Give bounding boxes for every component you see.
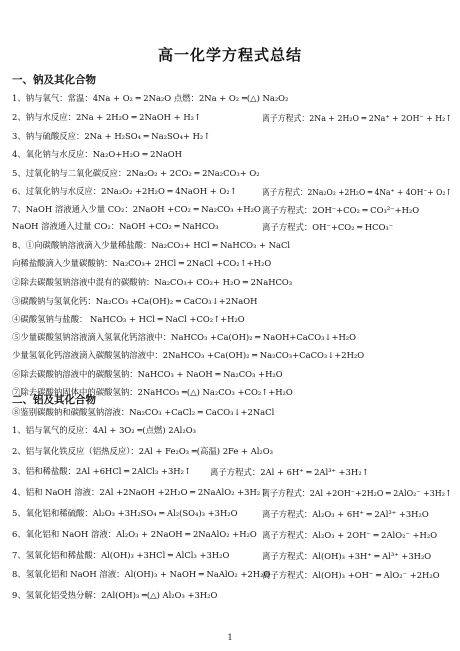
equation-line: 3、钠与硫酸反应：2Na + H₂SO₄ ═ Na₂SO₄+ H₂↑	[12, 131, 211, 141]
equation-line: 向稀盐酸滴入少量碳酸钠：Na₂CO₃+ 2HCl ═ 2NaCl +CO₂↑+H₂O	[12, 258, 272, 268]
ionic-equation: 离子方程式：2Al +2OH⁻+2H₂O ═ 2AlO₂⁻ +3H₂↑	[262, 488, 452, 498]
equation-line: ⑤少量碳酸氢钠溶液滴入氢氧化钙溶液中：NaHCO₃ +Ca(OH)₂ ═ NaOH+CaCO₃↓+H₂O	[12, 332, 356, 342]
ionic-equation: 离子方程式：2Na + 2H₂O ═ 2Na⁺ + 2OH⁻ + H₂↑	[262, 113, 452, 123]
equation-line: 5、氧化铝和稀硫酸：Al₂O₃ +3H₂SO₄ ═ Al₂(SO₄)₃ +3H₂O	[12, 508, 238, 518]
equation-line: 3、铝和稀盐酸：2Al +6HCl ═ 2AlCl₃ +3H₂↑	[12, 466, 191, 476]
equation-line: 8、氢氧化铝和 NaOH 溶液：Al(OH)₃ + NaOH ═ NaAlO₂ +2H₂O	[12, 569, 271, 579]
section-heading: 一、钠及其化合物	[12, 74, 96, 86]
equation-line: 4、铝和 NaOH 溶液：2Al +2NaOH +2H₂O ═ 2NaAlO₂ +3H₂↑	[12, 487, 268, 497]
equation-line: ⑧鉴别碳酸钠和碳酸氢钠溶液：Na₂CO₃ +CaCl₂ ═ CaCO₃↓+2NaCl	[12, 407, 275, 417]
ionic-equation: 离子方程式：Al₂O₃ + 6H⁺ ═ 2Al³⁺ +3H₂O	[262, 509, 429, 519]
page-number: 1	[227, 633, 233, 642]
ionic-equation: 离子方程式：2OH⁻+CO₂ ═ CO₃²⁻+H₂O	[262, 205, 420, 215]
ionic-equation: 离子方程式：Al₂O₃ + 2OH⁻ ═ 2AlO₂⁻ +H₂O	[262, 530, 438, 540]
equation-line: ④碳酸氢钠与盐酸： NaHCO₃ + HCl ═ NaCl +CO₂↑+H₂O	[12, 314, 245, 324]
section-heading: 二、铝及其化合物	[12, 394, 96, 406]
equation-line: 8、①向碳酸钠溶液滴入少量稀盐酸：Na₂CO₃+ HCl ═ NaHCO₃ + NaCl	[12, 240, 291, 250]
page-title: 高一化学方程式总结	[157, 46, 302, 64]
equation-line: NaOH 溶液通入过量 CO₂：NaOH +CO₂ ═ NaHCO₃	[12, 221, 219, 231]
ionic-equation: 离子方程式：OH⁻+CO₂ ═ HCO₃⁻	[262, 222, 394, 232]
equation-line: 6、氧化铝和 NaOH 溶液：Al₂O₃ + 2NaOH ═ 2NaAlO₂ +H₂O	[12, 529, 257, 539]
equation-line: ②除去碳酸氢钠溶液中混有的碳酸钠：Na₂CO₃+ CO₂+ H₂O ═ 2NaHCO₃	[12, 277, 293, 287]
equation-line: 7、NaOH 溶液通入少量 CO₂：2NaOH +CO₂ ═ Na₂CO₃ +H₂O	[12, 204, 261, 214]
equation-line: ⑥除去碳酸钠溶液中的碳酸氢钠：NaHCO₃ + NaOH ═ Na₂CO₃ +H₂O	[12, 369, 283, 379]
ionic-equation: 离子方程式：2Na₂O₂ +2H₂O ═ 4Na⁺ + 4OH⁻+ O₂↑	[262, 187, 452, 197]
equation-line: 少量氢氧化钙溶液滴入碳酸氢钠溶液中：2NaHCO₃ +Ca(OH)₂ ═ Na₂CO₃+CaCO₃↓+2H₂O	[12, 350, 365, 360]
equation-line: 2、钠与水反应：2Na + 2H₂O ═ 2NaOH + H₂↑	[12, 112, 202, 122]
equation-line: 1、铝与氧气的反应：4Al + 3O₂ ═(点燃) 2Al₂O₃	[12, 425, 196, 435]
equation-line: ⑦除去碳酸钠固体中的碳酸氢钠：2NaHCO₃ ═(△) Na₂CO₃ +CO₂↑+H₂O	[12, 387, 293, 397]
equation-line: 4、氧化钠与水反应：Na₂O+H₂O ═ 2NaOH	[12, 149, 182, 159]
ionic-equation: 离子方程式：2Al + 6H⁺ ═ 2Al³⁺ +3H₂↑	[210, 467, 369, 477]
ionic-equation: 离子方程式：Al(OH)₃ +3H⁺ ═ Al³⁺ +3H₂O	[262, 551, 432, 561]
equation-line: 1、钠与氧气：常温：4Na + O₂ ═ 2Na₂O 点燃：2Na + O₂ ═(△) Na₂O₂	[12, 93, 289, 103]
ionic-equation: 离子方程式：Al(OH)₃ +OH⁻ ═ AlO₂⁻ +2H₂O	[262, 570, 440, 580]
equation-line: 9、氢氧化铝受热分解：2Al(OH)₃ ═(△) Al₂O₃ +3H₂O	[12, 590, 218, 600]
equation-line: ③碳酸钠与氢氧化钙：Na₂CO₃ +Ca(OH)₂ ═ CaCO₃↓+2NaOH	[12, 296, 258, 306]
equation-line: 2、铝与氧化铁反应（铝热反应）：2Al + Fe₂O₃ ═(高温) 2Fe + Al₂O₃	[12, 446, 273, 456]
equation-line: 6、过氧化钠与水反应：2Na₂O₂ +2H₂O ═ 4NaOH + O₂↑	[12, 186, 237, 196]
equation-line: 5、过氧化钠与二氧化碳反应：2Na₂O₂ + 2CO₂ ═ 2Na₂CO₃+ O₂	[12, 168, 260, 178]
equation-line: 7、氢氧化铝和稀盐酸：Al(OH)₃ +3HCl ═ AlCl₃ +3H₂O	[12, 550, 230, 560]
